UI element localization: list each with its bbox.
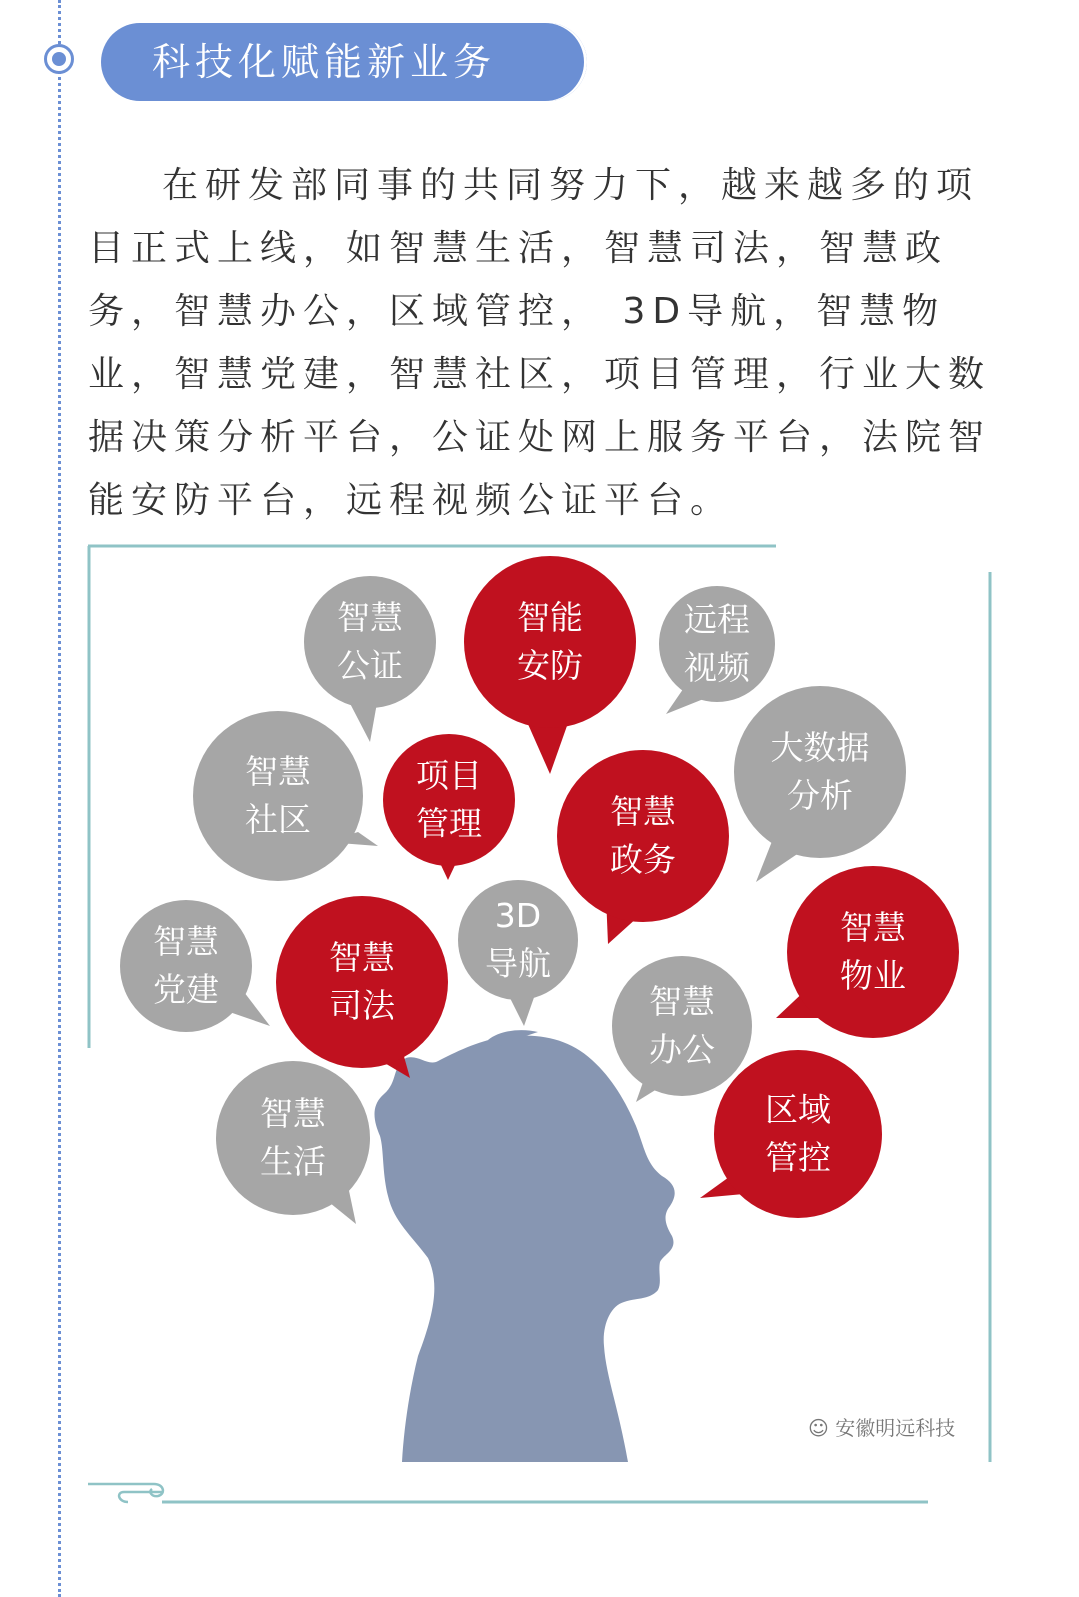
bubble-label: 智慧 公证 bbox=[337, 598, 403, 685]
bubble-label: 区域 管控 bbox=[765, 1090, 831, 1177]
bubble-label: 智慧 社区 bbox=[245, 752, 311, 839]
timeline-dot-icon bbox=[44, 44, 74, 74]
watermark bbox=[808, 1412, 955, 1441]
timeline-dotted-line bbox=[58, 0, 61, 1597]
bubble-label: 项目 管理 bbox=[416, 756, 482, 843]
watermark-text: 安徽明远科技 bbox=[835, 1416, 956, 1440]
bubble-label: 智能 安防 bbox=[517, 598, 583, 685]
bubble-label: 智慧 物业 bbox=[840, 908, 906, 995]
bubble-label: 智慧 政务 bbox=[610, 792, 676, 879]
bubble-label: 3D 导航 bbox=[485, 896, 551, 983]
bottom-divider bbox=[88, 1478, 928, 1512]
bubble-label: 大数据 分析 bbox=[770, 728, 870, 815]
cloud-swirl-icon bbox=[88, 1484, 163, 1502]
body-paragraph: 在研发部同事的共同努力下，越来越多的项目正式上线，如智慧生活，智慧司法，智慧政务，智慧办公，区域管控， 3D导航，智慧物业，智慧党建，智慧社区，项目管理，行业大数据决策分析平台，公证处网上服务平台，法院智能安防平台，远程视频公证平台。 bbox=[88, 165, 992, 521]
bubble-illustration bbox=[88, 546, 992, 1466]
bubble-label: 智慧 办公 bbox=[649, 982, 715, 1069]
wechat-icon: ☺ bbox=[808, 1416, 836, 1440]
bubble-label: 智慧 生活 bbox=[260, 1094, 326, 1181]
section-title: 科技化赋能新业务 bbox=[152, 40, 497, 84]
bubble-label: 智慧 党建 bbox=[153, 922, 219, 1009]
bubble-label: 远程 视频 bbox=[684, 600, 750, 687]
bubble-label: 智慧 司法 bbox=[329, 938, 395, 1025]
head-silhouette bbox=[375, 1030, 675, 1462]
section-header bbox=[0, 0, 1079, 120]
